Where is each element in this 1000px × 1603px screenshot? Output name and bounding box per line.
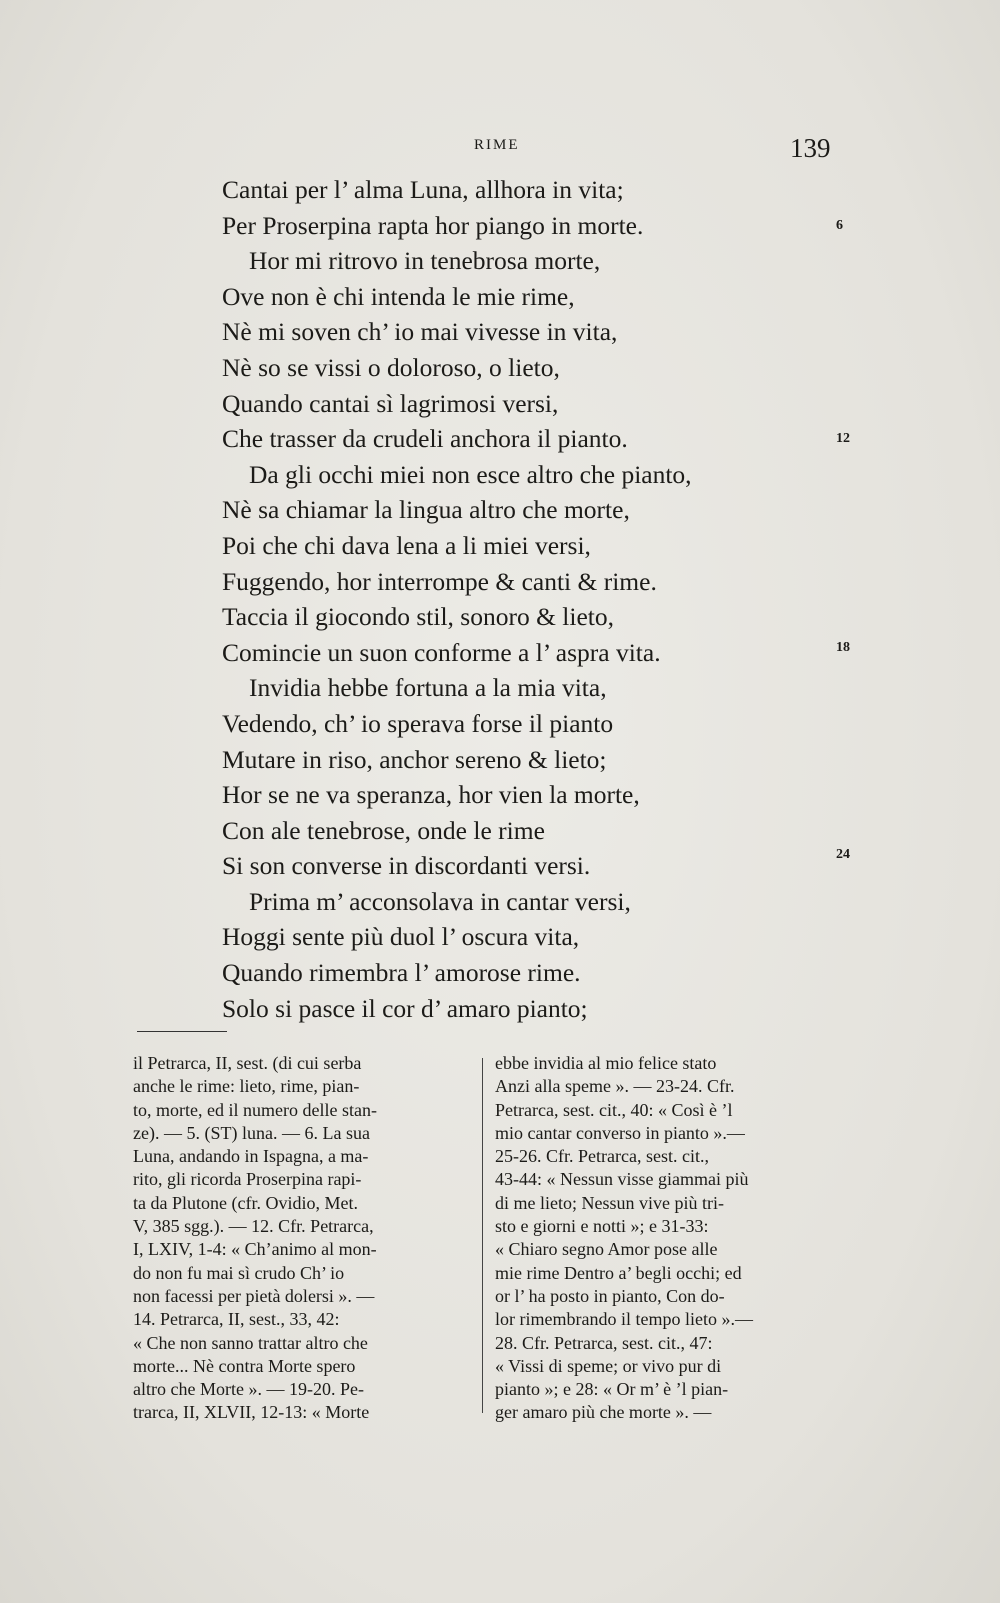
footnote-line: mio cantar converso in pianto ».—	[495, 1122, 745, 1143]
poem-line: Comincie un suon conforme a l’ aspra vita.	[222, 637, 661, 667]
poem-line: Taccia il giocondo stil, sonoro & lieto,	[222, 602, 614, 632]
line-number-18: 18	[836, 640, 850, 655]
footnote-rule	[137, 1031, 227, 1032]
footnote-line: « Vissi di speme; or vivo pur di	[495, 1355, 722, 1376]
footnote-line: 43-44: « Nessun visse giammai più	[495, 1169, 749, 1190]
footnotes-left-column	[133, 1052, 461, 1425]
poem-line: Vedendo, ch’ io sperava forse il pianto	[222, 708, 614, 738]
poem-line: Nè so se vissi o doloroso, o lieto,	[222, 352, 560, 382]
footnote-line: or l’ ha posto in pianto, Con do-	[495, 1285, 725, 1306]
line-number-12: 12	[836, 431, 850, 446]
footnote-line: Petrarca, sest. cit., 40: « Così è ’l	[495, 1099, 733, 1120]
line-number-6: 6	[836, 218, 843, 233]
footnote-line: rito, gli ricorda Proserpina rapi-	[133, 1169, 362, 1190]
footnote-line: do non fu mai sì crudo Ch’ io	[133, 1262, 345, 1283]
footnote-line: Luna, andando in Ispagna, a ma-	[133, 1146, 369, 1167]
footnote-line: « Chiaro segno Amor pose alle	[495, 1239, 718, 1260]
poem-line: Cantai per l’ alma Luna, allhora in vita;	[222, 175, 624, 204]
footnotes-right-column	[495, 1052, 835, 1425]
poem-line: Mutare in riso, anchor sereno & lieto;	[222, 744, 607, 774]
footnote-line: pianto »; e 28: « Or m’ è ’l pian-	[495, 1379, 729, 1400]
poem-line: Prima m’ acconsolava in cantar versi,	[249, 886, 631, 916]
page-number: 139	[790, 133, 831, 163]
footnote-line: to, morte, ed il numero delle stan-	[133, 1099, 377, 1120]
footnote-line: il Petrarca, II, sest. (di cui serba	[133, 1053, 362, 1073]
poem-line: Solo si pasce il cor d’ amaro pianto;	[222, 993, 588, 1023]
poem-text	[222, 172, 822, 1026]
footnote-line: altro che Morte ». — 19-20. Pe-	[133, 1379, 364, 1400]
footnote-line: mie rime Dentro a’ begli occhi; ed	[495, 1262, 742, 1283]
footnote-line: sto e giorni e notti »; e 31-33:	[495, 1216, 709, 1237]
line-number-24: 24	[836, 847, 850, 862]
poem-line: Nè sa chiamar la lingua altro che morte,	[222, 495, 630, 525]
poem-line: Invidia hebbe fortuna a la mia vita,	[249, 673, 607, 703]
poem-line: Nè mi soven ch’ io mai vivesse in vita,	[222, 317, 618, 347]
poem-line: Ove non è chi intenda le mie rime,	[222, 281, 575, 311]
footnote-line: trarca, II, XLVII, 12-13: « Morte	[133, 1402, 370, 1423]
footnote-line: anche le rime: lieto, rime, pian-	[133, 1076, 360, 1097]
poem-line: Quando rimembra l’ amorose rime.	[222, 958, 581, 988]
footnote-line: ger amaro più che morte ». —	[495, 1402, 712, 1423]
footnote-line: lor rimembrando il tempo lieto ».—	[495, 1309, 753, 1330]
footnote-line: ebbe invidia al mio felice stato	[495, 1053, 717, 1073]
poem-line: Che trasser da crudeli anchora il pianto.	[222, 424, 628, 454]
footnote-line: I, LXIV, 1-4: « Ch’animo al mon-	[133, 1239, 377, 1260]
footnote-line: 25-26. Cfr. Petrarca, sest. cit.,	[495, 1146, 709, 1167]
footnote-line: V, 385 sgg.). — 12. Cfr. Petrarca,	[133, 1216, 374, 1237]
footnote-line: non facessi per pietà dolersi ». —	[133, 1285, 375, 1306]
poem-line: Con ale tenebrose, onde le rime	[222, 815, 545, 845]
column-divider	[482, 1058, 483, 1413]
poem-line: Hoggi sente più duol l’ oscura vita,	[222, 922, 580, 952]
poem-line: Per Proserpina rapta hor piango in morte.	[222, 210, 644, 240]
footnote-line: ta da Plutone (cfr. Ovidio, Met.	[133, 1192, 358, 1213]
poem-line: Fuggendo, hor interrompe & canti & rime.	[222, 566, 657, 596]
footnote-line: Anzi alla speme ». — 23-24. Cfr.	[495, 1076, 735, 1097]
poem-line: Da gli occhi miei non esce altro che pianto,	[249, 459, 692, 489]
poem-line: Hor mi ritrovo in tenebrosa morte,	[249, 246, 601, 276]
running-head: RIME	[474, 137, 520, 153]
poem-line: Poi che chi dava lena a li miei versi,	[222, 530, 591, 560]
footnote-line: 28. Cfr. Petrarca, sest. cit., 47:	[495, 1332, 713, 1353]
poem-line: Si son converse in discordanti versi.	[222, 851, 591, 881]
footnote-line: 14. Petrarca, II, sest., 33, 42:	[133, 1309, 340, 1330]
footnote-line: « Che non sanno trattar altro che	[133, 1332, 368, 1353]
footnote-line: ze). — 5. (ST) luna. — 6. La sua	[133, 1122, 370, 1143]
poem-line: Hor se ne va speranza, hor vien la morte,	[222, 780, 640, 810]
footnote-line: di me lieto; Nessun vive più tri-	[495, 1192, 724, 1213]
footnote-line: morte... Nè contra Morte spero	[133, 1355, 356, 1376]
poem-line: Quando cantai sì lagrimosi versi,	[222, 388, 559, 418]
